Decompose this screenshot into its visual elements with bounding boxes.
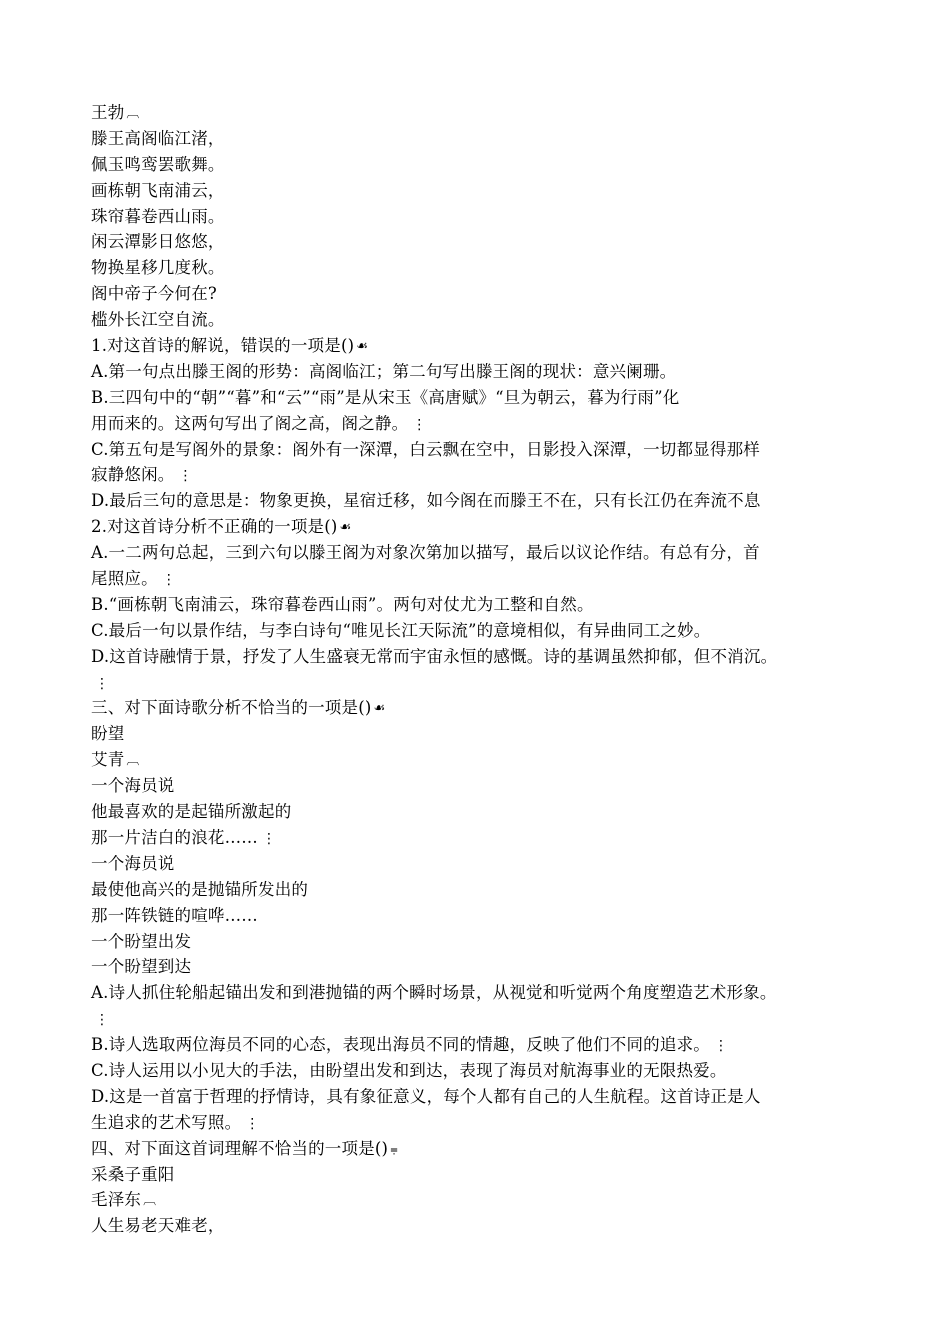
line-text: 王勃 (91, 103, 125, 122)
margin-mark-icon: ☙ (373, 701, 386, 717)
line-text: 一个海员说 (91, 853, 175, 873)
text-line (91, 799, 871, 825)
line-text: A.诗人抓住轮船起锚出发和到港抛锚的两个瞬时场景，从视觉和听觉两个角度塑造艺术形象。 (91, 983, 777, 1003)
text-line (91, 411, 871, 437)
line-text: 一个海员说 (91, 776, 175, 796)
text-line (91, 877, 871, 903)
text-line (91, 488, 871, 514)
text-line (91, 229, 871, 255)
line-text: 闲云潭影日悠悠， (91, 232, 225, 252)
text-line (91, 747, 871, 773)
line-text: 四、对下面这首词理解不恰当的一项是() (91, 1138, 389, 1158)
margin-mark-icon: ☙ (356, 339, 369, 355)
margin-mark-icon: ︹ (126, 753, 140, 769)
text-line (91, 281, 871, 307)
text-line (91, 385, 871, 411)
line-text: 2.对这首诗分析不正确的一项是() (91, 517, 338, 537)
line-text: 采桑子重阳 (91, 1164, 175, 1184)
line-text: 艾青 (91, 750, 125, 770)
margin-mark-icon: ⋮ (178, 468, 193, 485)
line-text: 佩玉鸣鸾罢歌舞。 (91, 154, 225, 174)
margin-mark-icon: ︹ (143, 1193, 157, 1209)
text-line (91, 1084, 871, 1110)
line-text: C.第五句是写阁外的景象：阁外有一深潭，白云飘在空中，日影投入深潭，一切都显得那样 (91, 439, 760, 459)
text-line (91, 592, 871, 618)
line-text: 珠帘暮卷西山雨。 (91, 206, 225, 226)
margin-mark-icon: ︹ (126, 106, 140, 121)
line-text: 尾照应。 (91, 569, 158, 589)
line-text: C.诗人运用以小见大的手法，由盼望出发和到达，表现了海员对航海事业的无限热爱。 (91, 1060, 727, 1080)
text-line (91, 1136, 871, 1162)
line-text: A.第一句点出滕王阁的形势：高阁临江；第二句写出滕王阁的现状：意兴阑珊。 (91, 361, 677, 381)
text-line (91, 670, 871, 696)
text-line (91, 514, 871, 540)
text-line (91, 255, 871, 281)
line-text: 人生易老天难老， (91, 1216, 225, 1236)
text-line (91, 1187, 871, 1213)
text-line (91, 1162, 871, 1188)
margin-mark-icon: ⋮ (95, 675, 110, 692)
line-text: A.一二两句总起，三到六句以滕王阁为对象次第加以描写，最后以议论作结。有总有分，首 (91, 543, 760, 563)
text-line (91, 204, 871, 230)
text-line (91, 1006, 871, 1032)
text-line (91, 307, 871, 333)
document-body (91, 100, 871, 1239)
line-text: B.诗人选取两位海员不同的心态，表现出海员不同的情趣，反映了他们不同的追求。 (91, 1035, 710, 1055)
line-text: 生追求的艺术写照。 (91, 1112, 242, 1132)
text-line (91, 1032, 871, 1058)
text-line (91, 929, 871, 955)
text-line (91, 333, 871, 359)
text-line (91, 825, 871, 851)
line-text: 用而来的。这两句写出了阁之高，阁之静。 (91, 413, 409, 433)
line-text: 毛泽东 (91, 1190, 142, 1210)
margin-mark-icon: ⩦ (390, 1141, 398, 1157)
text-line (91, 695, 871, 721)
text-line (91, 126, 871, 152)
line-text: 盼望 (91, 724, 125, 744)
line-text: 寂静悠闲。 (91, 465, 175, 485)
margin-mark-icon: ⋮ (713, 1038, 729, 1055)
line-text: 画栋朝飞南浦云， (91, 180, 225, 200)
line-text: C.最后一句以景作结，与李白诗句“唯见长江天际流”的意境相似，有异曲同工之妙。 (91, 620, 711, 640)
line-text: 物换星移几度秋。 (91, 258, 225, 278)
text-line (91, 644, 871, 670)
line-text: 那一阵铁链的喧哗…… (91, 905, 258, 925)
text-line (91, 1058, 871, 1084)
text-line (91, 1110, 871, 1136)
text-line (91, 773, 871, 799)
text-line (91, 462, 871, 488)
line-text: 1.对这首诗的解说，错误的一项是() (91, 336, 355, 356)
text-line (91, 851, 871, 877)
text-line (91, 437, 871, 463)
line-text: D.最后三句的意思是：物象更换，星宿迁移，如今阁在而滕王不在，只有长江仍在奔流不息 (91, 491, 761, 511)
line-text: 他最喜欢的是起锚所激起的 (91, 802, 292, 822)
text-line (91, 954, 871, 980)
line-text: 三、对下面诗歌分析不恰当的一项是() (91, 698, 372, 718)
line-text: B.三四句中的“朝”“暮”和“云”“雨”是从宋玉《高唐赋》“旦为朝云，暮为行雨”化 (91, 387, 680, 407)
line-text: 槛外长江空自流。 (91, 310, 225, 330)
line-text: D.这是一首富于哲理的抒情诗，具有象征意义，每个人都有自己的人生航程。这首诗正是人 (91, 1086, 761, 1106)
line-text: 一个盼望到达 (91, 957, 192, 977)
text-line (91, 359, 871, 385)
line-text: 阁中帝子今何在? (91, 284, 217, 304)
margin-mark-icon: ⋮ (95, 1012, 110, 1029)
text-line (91, 540, 871, 566)
line-text: 那一片洁白的浪花…… (91, 827, 258, 847)
margin-mark-icon: ⋮ (262, 830, 277, 847)
margin-mark-icon: ⋮ (245, 1115, 260, 1132)
text-line (91, 1213, 871, 1239)
margin-mark-icon: ⋮ (161, 572, 177, 589)
line-text: 最使他高兴的是抛锚所发出的 (91, 879, 309, 899)
text-line (91, 721, 871, 747)
line-text: D.这首诗融情于景，抒发了人生盛衰无常而宇宙永恒的感慨。诗的基调虽然抑郁，但不消沉。 (91, 646, 778, 666)
line-text: 一个盼望出发 (91, 931, 192, 951)
text-line (91, 152, 871, 178)
text-line (91, 903, 871, 929)
text-line (91, 980, 871, 1006)
line-text: 滕王高阁临江渚， (91, 128, 225, 148)
text-line (91, 178, 871, 204)
text-line (91, 618, 871, 644)
text-line (91, 566, 871, 592)
margin-mark-icon: ⋮ (412, 416, 427, 433)
text-line (91, 100, 871, 126)
margin-mark-icon: ☙ (339, 520, 352, 536)
line-text: B.“画栋朝飞南浦云，珠帘暮卷西山雨”。两句对仗尤为工整和自然。 (91, 594, 594, 614)
